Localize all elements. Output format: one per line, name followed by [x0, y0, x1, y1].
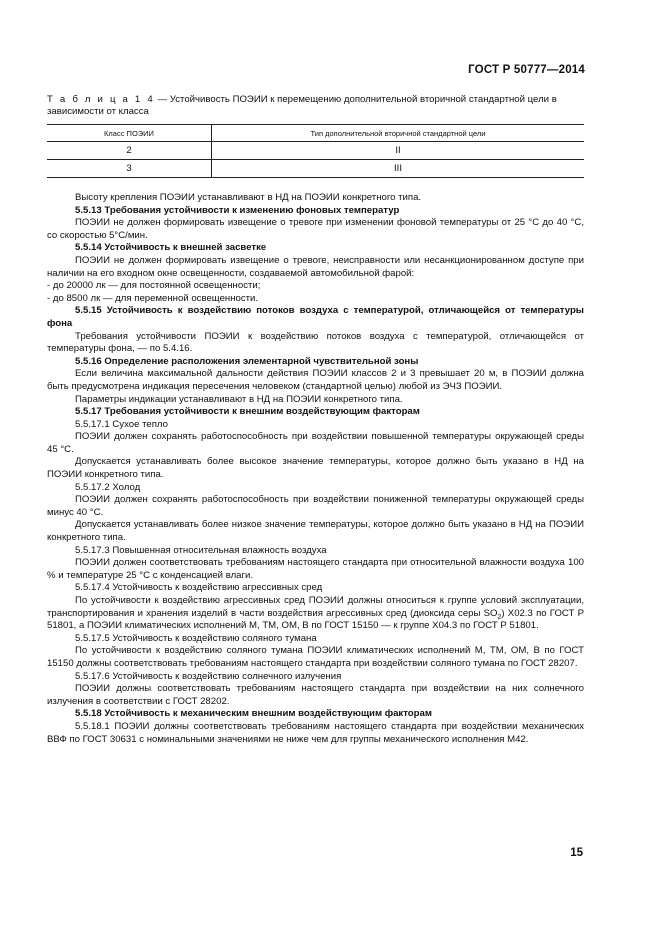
paragraph: Допускается устанавливать более низкое значение температуры, которое должно быть указано в НД на ПОЭИИ конкретного типа.	[47, 519, 584, 544]
paragraph-text: По устойчивости к воздействию агрессивных сред ПОЭИИ должны относиться к группе условий эксплуатации, транспортирования и хранения изделий в части воздействия агрессивных сред (диоксида серы SO	[47, 595, 584, 619]
paragraph: Параметры индикации устанавливают в НД на ПОЭИИ конкретного типа.	[75, 393, 403, 405]
table-label: Т а б л и ц а 1 4	[47, 94, 155, 105]
table-14	[47, 124, 584, 178]
paragraph: ПОЭИИ не должен формировать извещение о тревоге, неисправности или несанкционированном доступе при наличии на его входном окне освещенности, создаваемой автомобильной фарой:	[47, 254, 584, 279]
paragraph: ПОЭИИ должны соответствовать требованиям настоящего стандарта при воздействии на них солнечного излучения в соответствии с ГОСТ 28202.	[47, 683, 584, 707]
paragraph: Если величина максимальной дальности действия ПОЭИИ классов 2 и 3 превышает 20 м, в ПОЭИИ должна быть предусмотрена индикация пересечения человеком (стандартной целью) любой из ЭЧЗ ПОЭИИ.	[47, 368, 584, 392]
section-heading: 5.5.16 Определение расположения элементарной чувствительной зоны	[75, 355, 419, 367]
list-item: - до 20000 лк — для постоянной освещенности;	[47, 280, 261, 292]
document-id: ГОСТ Р 50777—2014	[468, 64, 585, 76]
subscript: 2	[497, 613, 502, 621]
table-caption	[47, 94, 587, 118]
table-row	[47, 142, 584, 160]
paragraph-text: ) Х02.3 по ГОСТ Р 51801, а ПОЭИИ климатических исполнений М, ТМ, ОМ, В по ГОСТ 15150 — к группе Х04.3 по ГОСТ Р 51801.	[47, 607, 584, 632]
section-heading: 5.5.14 Устойчивость к внешней засветке	[75, 242, 267, 254]
paragraph: 5.5.18.1 ПОЭИИ должны соответствовать требованиям настоящего стандарта при воздействии механических ВВФ по ГОСТ 30631 с номинальными значениями не ниже чем для группы механического исполнения М42.	[47, 720, 584, 745]
subsection-heading: 5.5.17.3 Повышенная относительная влажность воздуха	[75, 544, 327, 556]
table-cell: II	[212, 142, 585, 160]
table-cell: 2	[47, 142, 212, 160]
paragraph: ПОЭИИ должен сохранять работоспособность при воздействии повышенной температуры окружающей среды 45 °С.	[47, 431, 584, 455]
subsection-heading: 5.5.17.4 Устойчивость к воздействию агрессивных сред	[75, 582, 323, 594]
section-heading: 5.5.15 Устойчивость к воздействию потоков воздуха с температурой, отличающейся от температуры фона	[47, 305, 584, 329]
section-heading: 5.5.13 Требования устойчивости к изменению фоновых температур	[75, 204, 400, 216]
table-header-row	[47, 125, 584, 142]
subsection-heading: 5.5.17.1 Сухое тепло	[75, 418, 168, 430]
section-heading: 5.5.18 Устойчивость к механическим внешним воздействующим факторам	[75, 708, 432, 720]
column-header-class: Класс ПОЭИИ	[47, 125, 212, 142]
paragraph: По устойчивости к воздействию соляного тумана ПОЭИИ климатических исполнений М, ТМ, ОМ, В по ГОСТ 15150 должны соответствовать требованиям настоящего стандарта при воздействии соляного тумана по ГОСТ 28207.	[47, 645, 584, 669]
section-heading: 5.5.17 Требования устойчивости к внешним воздействующим факторам	[75, 406, 420, 418]
paragraph: ПОЭИИ должен сохранять работоспособность при воздействии пониженной температуры окружающей среды минус 40 °С.	[47, 494, 584, 518]
paragraph: Требования устойчивости ПОЭИИ к воздействию потоков воздуха с температурой, отличающейся от температуры фона, — по 5.4.16.	[47, 330, 584, 355]
table-cell: III	[212, 160, 585, 178]
page-number: 15	[570, 847, 583, 859]
list-item: - до 8500 лк — для переменной освещенности.	[47, 292, 259, 304]
column-header-target-type: Тип дополнительной вторичной стандартной цели	[212, 125, 585, 142]
subsection-heading: 5.5.17.5 Устойчивость к воздействию соляного тумана	[75, 632, 317, 644]
table-cell: 3	[47, 160, 212, 178]
paragraph: Допускается устанавливать более высокое значение температуры, которое должно быть указано в НД на ПОЭИИ конкретного типа.	[47, 456, 584, 481]
subsection-heading: 5.5.17.2 Холод	[75, 481, 141, 493]
table-row	[47, 160, 584, 178]
document-body	[47, 192, 584, 746]
paragraph	[47, 595, 584, 633]
paragraph: Высоту крепления ПОЭИИ устанавливают в НД на ПОЭИИ конкретного типа.	[75, 192, 422, 203]
table-caption-text: — Устойчивость ПОЭИИ к перемещению дополнительной вторичной стандартной цели в зависимости от класса	[47, 94, 557, 117]
paragraph: ПОЭИИ не должен формировать извещение о тревоге при изменении фоновой температуры от 25 °С до 40 °С, со скоростью 5°С/мин.	[47, 217, 584, 241]
subsection-heading: 5.5.17.6 Устойчивость к воздействию солнечного излучения	[75, 670, 342, 682]
paragraph: ПОЭИИ должен соответствовать требованиям настоящего стандарта при относительной влажности воздуха 100 % и температуре 25 °С с конденсацией влаги.	[47, 557, 584, 581]
